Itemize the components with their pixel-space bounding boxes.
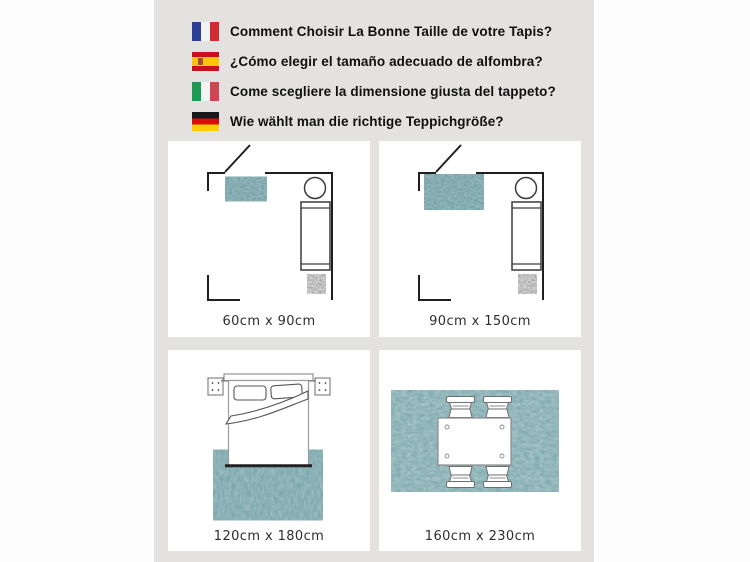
chair-bottom-left [447,467,475,488]
dining-table [438,418,511,465]
france-flag-icon [192,22,219,41]
size-panels-grid [168,141,581,551]
size-label-60x90: 60cm x 90cm [222,313,316,329]
panel-60x90 [168,141,370,337]
italy-flag-icon [192,82,219,101]
sofa [512,202,541,270]
germany-flag-icon [192,112,219,131]
chair-bottom-right [484,467,512,488]
headboard [224,374,313,381]
question-row-french [192,16,594,46]
size-label-120x180: 120cm x 180cm [213,528,325,544]
floor-plan-120x180 [168,350,370,521]
pillow-left [234,386,266,400]
question-text-spanish: ¿Cómo elegir el tamaño adecuado de alfombra? [230,53,543,69]
infographic-column [154,0,594,562]
floor-plan-90x150 [379,141,581,305]
bed [221,374,316,466]
language-questions [154,16,594,136]
side-table [516,178,537,199]
floor-plan-160x230 [379,350,581,521]
nightstand-right [315,378,330,395]
question-text-french: Comment Choisir La Bonne Taille de votre Tapis? [230,23,553,39]
question-row-german [192,106,594,136]
rug-60x90 [227,178,265,200]
spain-emblem [198,58,203,65]
chair-top-left [447,397,475,418]
question-row-spanish [192,46,594,76]
panel-90x150 [379,141,581,337]
door-swing-line [436,145,461,172]
question-text-german: Wie wählt man die richtige Teppichgröße? [230,113,504,129]
side-table [305,178,326,199]
sofa [301,202,330,270]
chair-top-right [484,397,512,418]
rug-90x150 [427,176,481,208]
question-text-italian: Come scegliere la dimensione giusta del tappeto? [230,83,556,99]
floor-plan-60x90 [168,141,370,305]
plant [519,275,536,293]
plant [308,275,325,293]
size-label-160x230: 160cm x 230cm [424,528,536,544]
size-label-90x150: 90cm x 150cm [429,313,531,329]
panel-160x230 [379,350,581,551]
nightstand-left [208,378,223,395]
door-swing-line [225,145,250,172]
panel-120x180 [168,350,370,551]
spain-flag-icon [192,52,219,71]
question-row-italian [192,76,594,106]
